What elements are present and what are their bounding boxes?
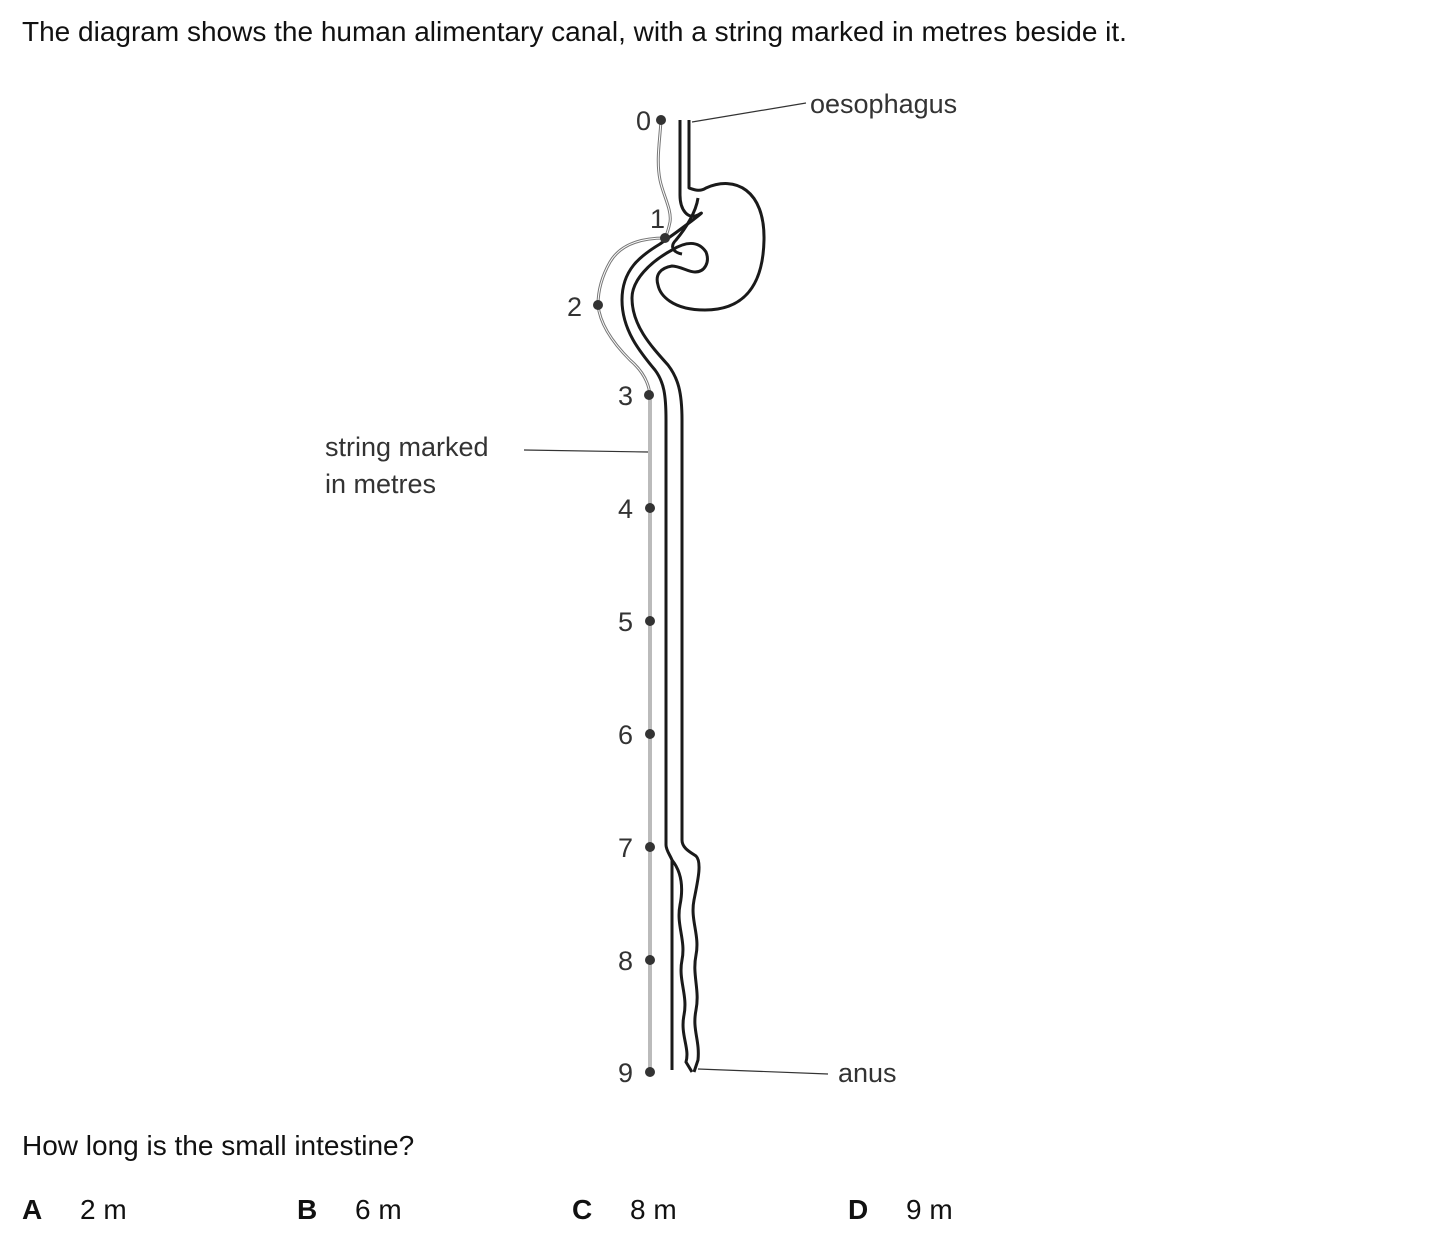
option-d[interactable]: [848, 1194, 953, 1226]
string-mark-dot-4: [645, 503, 655, 513]
string-mark-dot-6: [645, 729, 655, 739]
string-mark-number-4: 4: [618, 494, 634, 524]
string-mark-number-9: 9: [618, 1058, 634, 1088]
string-label-line1: string marked: [325, 432, 489, 462]
string-leader-line: [524, 450, 648, 452]
string-mark-number-3: 3: [618, 381, 634, 411]
anus-label: anus: [838, 1058, 897, 1088]
oesophagus-label: oesophagus: [810, 89, 958, 119]
option-b[interactable]: [297, 1194, 402, 1226]
string-mark-number-1: 1: [650, 204, 666, 234]
intro-text: The diagram shows the human alimentary canal, with a string marked in metres beside it.: [22, 16, 1127, 47]
string-label-line2: in metres: [325, 469, 437, 499]
string-mark-dot-9: [645, 1067, 655, 1077]
string-mark-dot-0: [656, 115, 666, 125]
string-mark-dot-8: [645, 955, 655, 965]
string-mark-dot-7: [645, 842, 655, 852]
string-mark-dot-2: [593, 300, 603, 310]
string-mark-dot-3: [644, 390, 654, 400]
option-a-text: 2 m: [80, 1194, 127, 1225]
string-mark-number-6: 6: [618, 720, 634, 750]
string-mark-number-7: 7: [618, 833, 634, 863]
string-mark-number-0: 0: [636, 106, 652, 136]
question-text: How long is the small intestine?: [22, 1130, 415, 1161]
string-mark-number-2: 2: [567, 292, 583, 322]
option-b-text: 6 m: [355, 1194, 402, 1225]
option-b-letter: B: [297, 1194, 318, 1225]
string-mark-number-5: 5: [618, 607, 634, 637]
answer-options: [22, 1194, 1122, 1234]
large-intestine-left-wall: [672, 860, 692, 1072]
option-d-text: 9 m: [906, 1194, 953, 1225]
option-d-letter: D: [848, 1194, 869, 1225]
anus-leader-line: [698, 1069, 828, 1074]
oesophagus-leader-line: [692, 103, 806, 122]
option-a[interactable]: [22, 1194, 127, 1226]
string-mark-number-8: 8: [618, 946, 634, 976]
option-c-text: 8 m: [630, 1194, 677, 1225]
canal-inner-wall: [632, 120, 764, 1072]
string-mark-dot-1: [660, 233, 670, 243]
option-c[interactable]: [572, 1194, 677, 1226]
string-mark-dot-5: [645, 616, 655, 626]
option-a-letter: A: [22, 1194, 43, 1225]
canal-outer-wall: [622, 120, 701, 1070]
option-c-letter: C: [572, 1194, 593, 1225]
